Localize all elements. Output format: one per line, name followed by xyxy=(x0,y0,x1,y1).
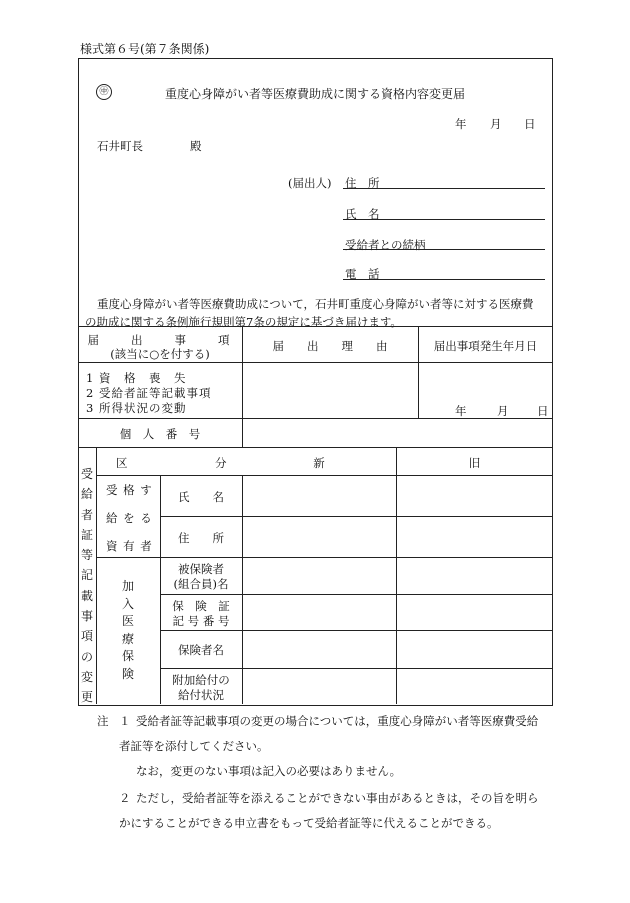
subhead-new: 新 xyxy=(313,456,325,470)
col-divider-section xyxy=(96,447,97,704)
note-2-line2: かにすることができる申立書をもって受給者証等に代えることができる。 xyxy=(119,816,499,830)
holder-row-name: 氏 名 xyxy=(178,490,224,504)
ins-row-3-line1: 保険者名 xyxy=(178,643,224,657)
table-top-line xyxy=(78,326,553,327)
note-1-number: １ xyxy=(119,714,131,728)
ins-line-3 xyxy=(160,668,553,669)
subhead-old: 旧 xyxy=(468,456,481,470)
col-divider-label xyxy=(242,475,243,704)
col-divider-2 xyxy=(418,326,419,418)
event-month: 月 xyxy=(497,404,509,418)
addressee: 石井町長 xyxy=(97,139,143,153)
honorific: 殿 xyxy=(190,139,202,153)
ins-line-1 xyxy=(160,594,553,595)
relationship-label: 受給者との続柄 xyxy=(345,238,426,252)
note-1-line3: なお，変更のない事項は記入の必要はありません。 xyxy=(136,764,402,778)
table-head-line xyxy=(78,362,553,363)
ins-row-1-line1: 被保険者 xyxy=(178,562,224,576)
table-subhead-line xyxy=(96,475,553,476)
phone-underline xyxy=(343,279,545,280)
ins-row-2-line2: 記 号 番 号 xyxy=(172,614,230,628)
note-2-line1: ただし，受給者証等を添えることができない事由があるときは，その旨を明ら xyxy=(136,791,539,805)
form-label: 様式第６号(第７条関係) xyxy=(80,42,210,56)
table-number-line xyxy=(78,447,553,448)
item-1[interactable]: 1 資 格 喪 失 xyxy=(86,371,187,385)
header-day: 日 xyxy=(524,117,536,131)
holder-mid-line xyxy=(160,516,553,517)
subhead-bun: 分 xyxy=(215,456,227,470)
notes-label: 注 xyxy=(97,714,109,728)
ins-line-2 xyxy=(160,630,553,631)
address-underline xyxy=(343,188,545,189)
head-item-line1: 届 出 事 項 xyxy=(87,333,233,347)
item-2[interactable]: 2 受給者証等記載事項 xyxy=(86,386,212,400)
note-2-number: ２ xyxy=(119,791,131,805)
header-month: 月 xyxy=(490,117,502,131)
holder-group-line1: 受 格 す xyxy=(106,483,153,497)
body-text-line1: 重度心身障がい者等医療費助成について，石井町重度心身障がい者等に対する医療費 xyxy=(97,297,534,311)
ins-row-4-line1: 附加給付の xyxy=(172,673,230,687)
note-1-line2: 者証等を添付してください。 xyxy=(119,739,269,753)
insurance-group-label: 加 入 医 療 保 険 xyxy=(121,579,134,681)
col-divider-new-old xyxy=(396,447,397,704)
header-year: 年 xyxy=(455,117,467,131)
col-divider-group xyxy=(160,475,161,704)
ins-row-2-line1: 保 険 証 xyxy=(172,599,230,613)
holder-row-address: 住 所 xyxy=(178,531,224,545)
head-reason: 届 出 理 由 xyxy=(272,339,388,353)
name-underline xyxy=(343,219,545,220)
body-text-line2: の助成に関する条例施行規則第7条の規定に基づき届けます。 xyxy=(85,315,402,329)
table-items-line xyxy=(78,418,553,419)
section-vertical-label: 受 給 者 証 等 記 載 事 項 の 変 更 xyxy=(80,467,93,705)
personal-number-field[interactable] xyxy=(244,420,551,446)
note-1-line1: 受給者証等記載事項の変更の場合については，重度心身障がい者等医療費受給 xyxy=(136,714,539,728)
relationship-underline xyxy=(343,249,545,250)
head-date: 届出事項発生年月日 xyxy=(433,339,538,353)
address-label: 住 所 xyxy=(345,176,380,190)
holder-bottom-line xyxy=(96,557,553,558)
event-day: 日 xyxy=(537,404,549,418)
form-title: 重度心身障がい者等医療費助成に関する資格内容変更届 xyxy=(165,87,466,101)
holder-group-line3: 資 有 者 xyxy=(106,539,153,553)
holder-group-line2: 給 を る xyxy=(106,511,153,525)
personal-number-label: 個 人 番 号 xyxy=(119,427,201,441)
ins-row-1-line2: (組合員)名 xyxy=(173,577,229,591)
ins-row-4-line2: 給付状況 xyxy=(178,688,224,702)
name-label: 氏 名 xyxy=(345,207,380,221)
col-divider-1 xyxy=(242,326,243,447)
item-3[interactable]: 3 所得状況の変動 xyxy=(86,401,187,415)
stamp-mark: ㊥ xyxy=(96,84,112,100)
applicant-label: (届出人) xyxy=(288,176,332,190)
event-year: 年 xyxy=(455,404,467,418)
phone-label: 電 話 xyxy=(345,267,380,281)
subhead-kubun: 区 xyxy=(116,456,128,470)
head-item-line2: (該当に○を付する) xyxy=(110,347,210,361)
